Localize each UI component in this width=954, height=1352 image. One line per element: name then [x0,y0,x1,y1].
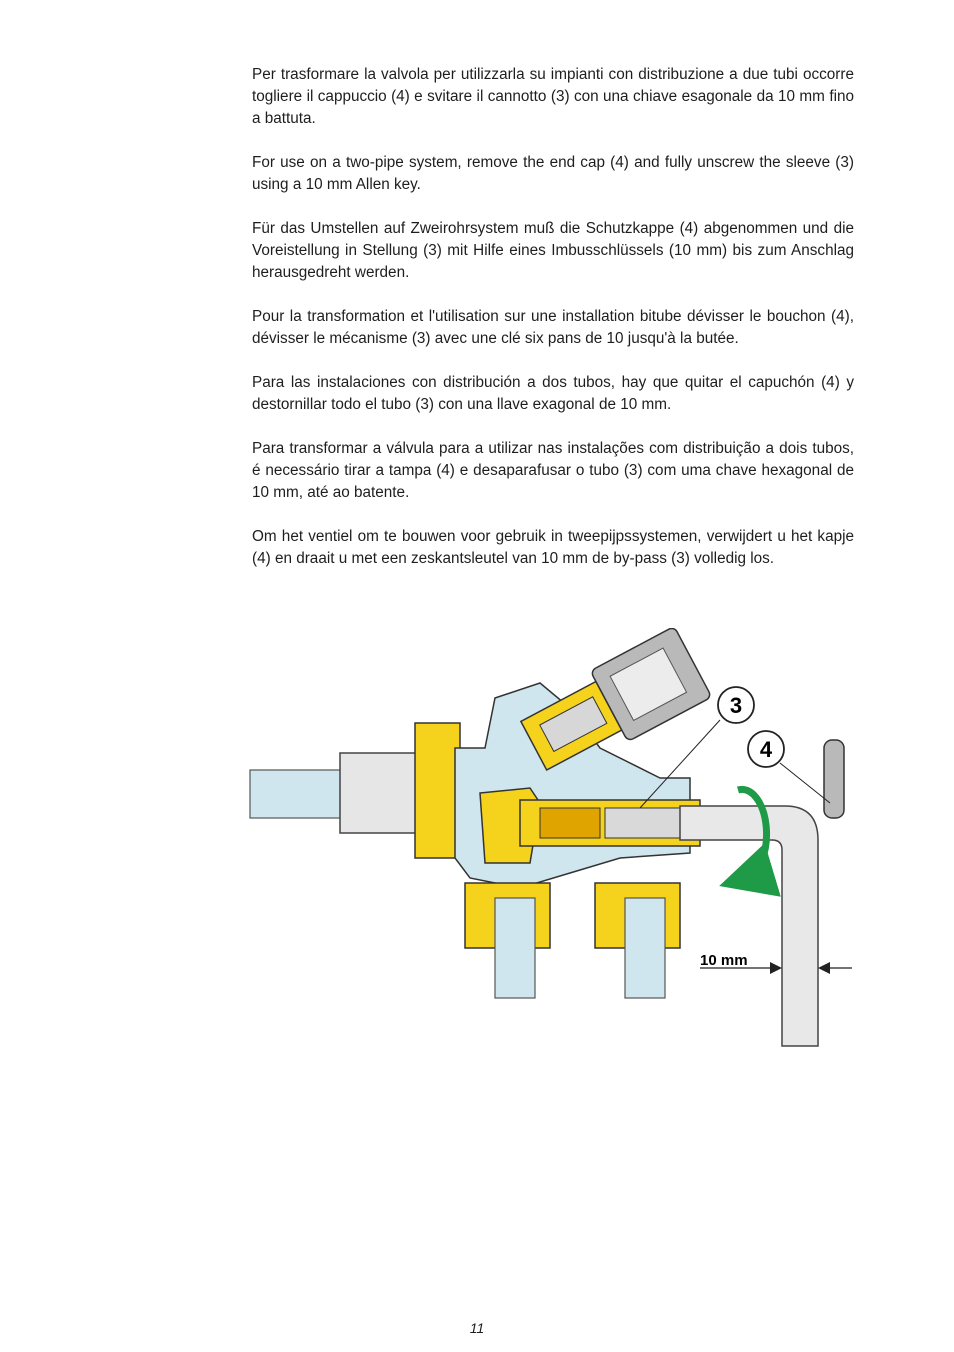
callout-3-label: 3 [729,693,743,718]
dimension-label: 10 mm [700,952,748,969]
dimension-arrow-right [818,962,830,974]
outlet-pipe-left [495,898,535,998]
inlet-coupling [415,723,460,858]
inlet-nut [340,753,420,833]
paragraph-spanish: Para las instalaciones con distribución a dos tubos, hay que quitar el capuchón (4) y destornillar todo el tubo (3) con una llave exagonal de 10 mm. [252,374,854,413]
callout-4-label: 4 [759,737,773,762]
paragraph-dutch: Om het ventiel om te bouwen voor gebruik in tweepijpssystemen, verwijdert u het kapje (4) en draait u met een zeskantsleutel van 10 mm de by-pass (3) volledig los. [252,528,854,567]
paragraph-italian: Per trasformare la valvola per utilizzarla su impianti con distribuzione a due tubi occorre togliere il cappuccio (4) e svitare il cannotto (3) con una chiave esagonale da 10 mm fino a battuta. [252,66,854,127]
outlet-pipe-right [625,898,665,998]
valve-diagram [240,628,880,1058]
paragraph-english: For use on a two-pipe system, remove the end cap (4) and fully unscrew the sleeve (3) using a 10 mm Allen key. [252,154,854,193]
paragraph-french: Pour la transformation et l'utilisation sur une installation bitube dévisser le bouchon (4), dévisser le mécanisme (3) avec une clé six pans de 10 jusqu'à la butée. [252,308,854,347]
paragraph-portuguese: Para transformar a válvula para a utilizar nas instalações com distribuição a dois tubos, é necessário tirar a tampa (4) e desaparafusar o tubo (3) com uma chave hexagonal de 10 mm, até ao batente. [252,440,854,501]
page-number: 11 [469,1320,485,1336]
valve-illustration [240,628,880,1058]
instructions-text [252,64,854,592]
end-cap [824,740,844,818]
dimension-arrow-left [770,962,782,974]
paragraph-german: Für das Umstellen auf Zweirohrsystem muß die Schutzkappe (4) abgenommen und die Voreistellung in Stellung (3) mit Hilfe eines Imbusschlüssels (10 mm) bis zum Anschlag herausgedreht werden. [252,220,854,281]
callout-4-leader [780,763,830,803]
